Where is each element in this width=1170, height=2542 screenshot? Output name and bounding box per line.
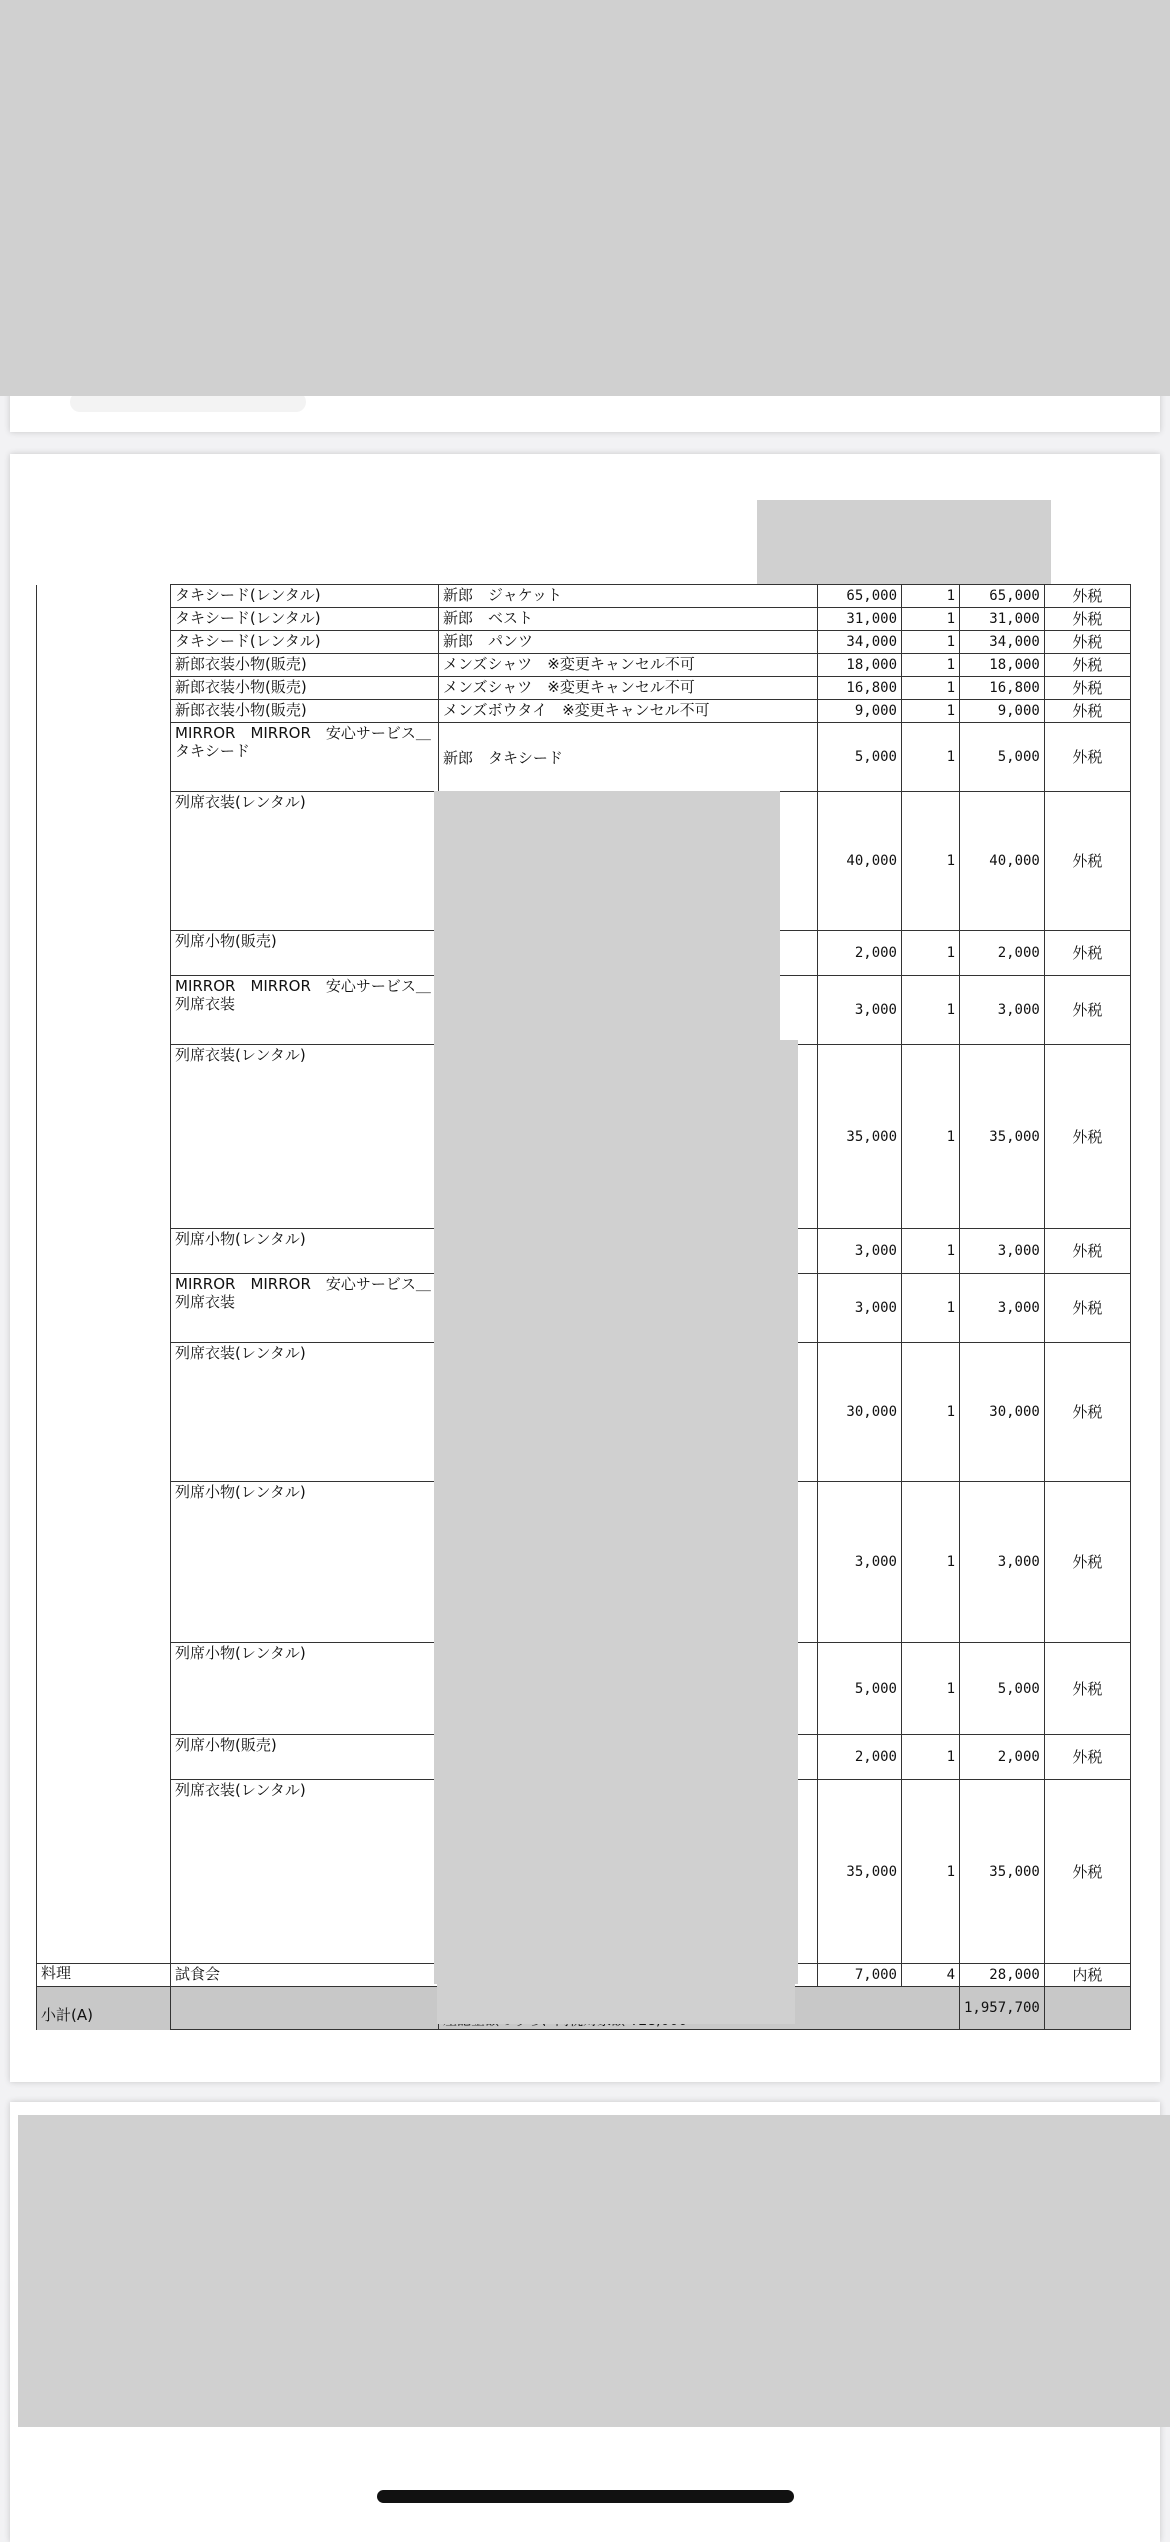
amount-cell: 5,000 (960, 723, 1045, 792)
item-name-cell: 新郎衣装小物(販売) (171, 700, 439, 723)
amount-cell: 31,000 (960, 608, 1045, 631)
category-cell (37, 1735, 171, 1780)
quantity-cell: 1 (902, 1643, 960, 1735)
item-name-cell: 新郎衣装小物(販売) (171, 654, 439, 677)
unit-price-cell: 35,000 (818, 1045, 902, 1229)
category-cell (37, 1780, 171, 1964)
category-cell (37, 976, 171, 1045)
quantity-cell: 1 (902, 1735, 960, 1780)
quantity-cell: 1 (902, 631, 960, 654)
home-indicator[interactable] (377, 2490, 794, 2503)
redacted-block-bottom (18, 2115, 1170, 2427)
amount-cell: 35,000 (960, 1780, 1045, 1964)
unit-price-cell: 30,000 (818, 1343, 902, 1482)
detail-cell: 新郎 ベスト (439, 608, 818, 631)
category-cell (37, 792, 171, 931)
tax-type-cell: 外税 (1044, 1482, 1130, 1643)
quantity-cell: 1 (902, 608, 960, 631)
category-cell (37, 677, 171, 700)
amount-cell: 34,000 (960, 631, 1045, 654)
tax-type-cell: 外税 (1044, 1643, 1130, 1735)
category-cell (37, 723, 171, 792)
quantity-cell: 1 (902, 1274, 960, 1343)
redacted-block-top (0, 0, 1170, 396)
amount-cell: 28,000 (960, 1964, 1045, 1987)
unit-price-cell: 2,000 (818, 931, 902, 976)
tax-type-cell: 外税 (1044, 654, 1130, 677)
detail-cell: 新郎 パンツ (439, 631, 818, 654)
category-cell (37, 1274, 171, 1343)
item-name-cell: MIRROR MIRROR 安心サービス＿タキシード (171, 723, 439, 792)
quantity-cell: 1 (902, 1482, 960, 1643)
unit-price-cell: 3,000 (818, 976, 902, 1045)
tax-type-cell: 外税 (1044, 1229, 1130, 1274)
detail-cell: 新郎 タキシード (439, 723, 818, 792)
quantity-cell: 1 (902, 677, 960, 700)
item-name-cell: 新郎衣装小物(販売) (171, 677, 439, 700)
unit-price-cell: 9,000 (818, 700, 902, 723)
unit-price-cell: 3,000 (818, 1482, 902, 1643)
detail-cell: メンズシャツ ※変更キャンセル不可 (439, 654, 818, 677)
item-name-cell: タキシード(レンタル) (171, 585, 439, 608)
line-item-row (37, 654, 1131, 677)
tax-type-cell: 外税 (1044, 1343, 1130, 1482)
unit-price-cell: 18,000 (818, 654, 902, 677)
quantity-cell: 1 (902, 723, 960, 792)
quantity-cell: 1 (902, 585, 960, 608)
item-name-cell: 列席小物(レンタル) (171, 1229, 439, 1274)
unit-price-cell: 34,000 (818, 631, 902, 654)
line-item-row (37, 723, 1131, 792)
detail-cell: メンズボウタイ ※変更キャンセル不可 (439, 700, 818, 723)
amount-cell: 2,000 (960, 1735, 1045, 1780)
tax-type-cell: 外税 (1044, 723, 1130, 792)
amount-cell: 3,000 (960, 1274, 1045, 1343)
tax-type-cell: 外税 (1044, 1274, 1130, 1343)
category-cell (37, 608, 171, 631)
redacted-block-detail-3 (437, 1984, 795, 2024)
item-name-cell: 列席衣装(レンタル) (171, 1343, 439, 1482)
amount-cell: 9,000 (960, 700, 1045, 723)
quantity-cell: 1 (902, 931, 960, 976)
amount-cell: 65,000 (960, 585, 1045, 608)
quantity-cell: 1 (902, 976, 960, 1045)
amount-cell: 18,000 (960, 654, 1045, 677)
detail-cell: メンズシャツ ※変更キャンセル不可 (439, 677, 818, 700)
item-name-cell: 列席衣装(レンタル) (171, 1780, 439, 1964)
item-name-cell: MIRROR MIRROR 安心サービス＿列席衣装 (171, 976, 439, 1045)
tax-type-cell: 外税 (1044, 585, 1130, 608)
line-item-row (37, 677, 1131, 700)
category-cell (37, 1045, 171, 1229)
item-name-cell: 列席小物(レンタル) (171, 1643, 439, 1735)
redacted-block-detail-2 (434, 1040, 798, 1984)
subtotal-amount: 1,957,700 (960, 1987, 1045, 2030)
category-cell (37, 1229, 171, 1274)
item-name-cell: 列席小物(レンタル) (171, 1482, 439, 1643)
unit-price-cell: 31,000 (818, 608, 902, 631)
category-cell (37, 585, 171, 608)
amount-cell: 35,000 (960, 1045, 1045, 1229)
amount-cell: 2,000 (960, 931, 1045, 976)
unit-price-cell: 7,000 (818, 1964, 902, 1987)
tax-type-cell: 外税 (1044, 608, 1130, 631)
unit-price-cell: 3,000 (818, 1229, 902, 1274)
amount-cell: 3,000 (960, 1229, 1045, 1274)
category-cell (37, 1343, 171, 1482)
quantity-cell: 4 (902, 1964, 960, 1987)
tax-type-cell: 外税 (1044, 677, 1130, 700)
quantity-cell: 1 (902, 700, 960, 723)
unit-price-cell: 65,000 (818, 585, 902, 608)
unit-price-cell: 35,000 (818, 1780, 902, 1964)
category-cell (37, 700, 171, 723)
tax-type-cell: 外税 (1044, 931, 1130, 976)
redacted-block-detail-1 (434, 791, 780, 1044)
line-item-row (37, 608, 1131, 631)
item-name-cell: 列席衣装(レンタル) (171, 792, 439, 931)
amount-cell: 3,000 (960, 1482, 1045, 1643)
unit-price-cell: 5,000 (818, 1643, 902, 1735)
category-cell (37, 631, 171, 654)
unit-price-cell: 3,000 (818, 1274, 902, 1343)
quantity-cell: 1 (902, 1229, 960, 1274)
amount-cell: 30,000 (960, 1343, 1045, 1482)
item-name-cell: 試食会 (171, 1964, 439, 1987)
category-cell (37, 654, 171, 677)
tax-type-cell: 外税 (1044, 1045, 1130, 1229)
redacted-block-header (757, 500, 1051, 584)
tax-type-cell: 外税 (1044, 700, 1130, 723)
line-item-row (37, 700, 1131, 723)
quantity-cell: 1 (902, 1343, 960, 1482)
amount-cell: 16,800 (960, 677, 1045, 700)
tax-type-cell: 外税 (1044, 1780, 1130, 1964)
quantity-cell: 1 (902, 1045, 960, 1229)
unit-price-cell: 5,000 (818, 723, 902, 792)
line-item-row (37, 631, 1131, 654)
quantity-cell: 1 (902, 1780, 960, 1964)
quantity-cell: 1 (902, 792, 960, 931)
item-name-cell: MIRROR MIRROR 安心サービス＿列席衣装 (171, 1274, 439, 1343)
quantity-cell: 1 (902, 654, 960, 677)
line-item-row (37, 585, 1131, 608)
amount-cell: 3,000 (960, 976, 1045, 1045)
subtotal-label: 小計(A) (37, 1987, 171, 2030)
tax-type-cell: 内税 (1044, 1964, 1130, 1987)
tax-type-cell: 外税 (1044, 792, 1130, 931)
item-name-cell: 列席小物(販売) (171, 931, 439, 976)
detail-cell: 新郎 ジャケット (439, 585, 818, 608)
item-name-cell: タキシード(レンタル) (171, 608, 439, 631)
unit-price-cell: 40,000 (818, 792, 902, 931)
amount-cell: 40,000 (960, 792, 1045, 931)
item-name-cell: タキシード(レンタル) (171, 631, 439, 654)
unit-price-cell: 2,000 (818, 1735, 902, 1780)
item-name-cell: 列席衣装(レンタル) (171, 1045, 439, 1229)
unit-price-cell: 16,800 (818, 677, 902, 700)
category-cell (37, 1482, 171, 1643)
amount-cell: 5,000 (960, 1643, 1045, 1735)
tax-type-cell: 外税 (1044, 631, 1130, 654)
tax-type-cell: 外税 (1044, 1735, 1130, 1780)
category-cell: 料理 (37, 1964, 171, 1987)
category-cell (37, 1643, 171, 1735)
item-name-cell: 列席小物(販売) (171, 1735, 439, 1780)
tax-type-cell: 外税 (1044, 976, 1130, 1045)
category-cell (37, 931, 171, 976)
